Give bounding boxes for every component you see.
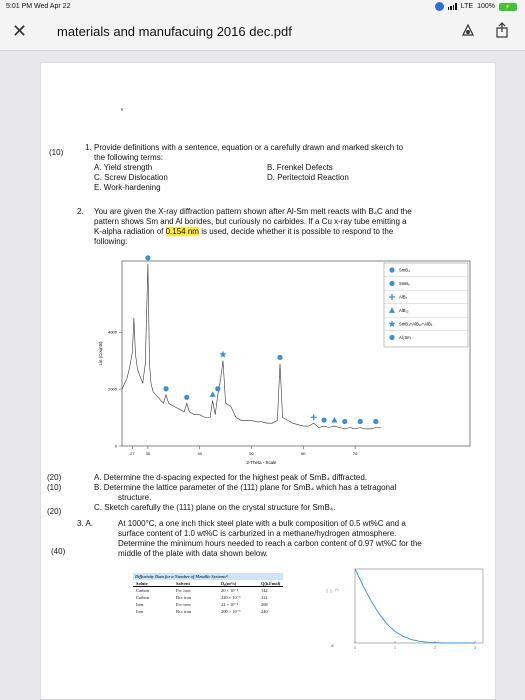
table-cell: Carbon xyxy=(136,595,149,600)
q3-marks: (40) xyxy=(51,547,66,556)
table-header-row xyxy=(133,580,283,587)
q1-line2: the following terms: xyxy=(94,153,163,162)
xrd-peak-marker xyxy=(321,417,326,422)
xrd-series-line xyxy=(122,264,381,429)
table-cell: 220 × 10⁻⁶ xyxy=(221,595,241,600)
table-cell: 22 × 10⁻⁶ xyxy=(221,602,239,607)
xrd-peak-marker xyxy=(311,414,317,420)
table-cell: D₀(m²/s) xyxy=(221,581,237,586)
legend-label: Al₂Sm xyxy=(399,335,411,341)
q2c-text: C. Sketch carefully the (111) plane on the crystal structure for SmB₄. xyxy=(94,503,336,512)
table-cell: 268 xyxy=(261,602,268,607)
erf-chart xyxy=(279,563,487,655)
table-cell: 20 × 10⁻⁶ xyxy=(221,588,239,593)
q2c-marks: (20) xyxy=(47,507,62,516)
legend-box xyxy=(384,263,468,347)
xrd-peak-marker xyxy=(219,351,226,358)
q2b-text-cont: structure. xyxy=(118,493,152,502)
table-cell: 200 × 10⁻⁶ xyxy=(221,609,241,614)
y-tick-label: 0 xyxy=(114,443,117,449)
q3-line4: middle of the plate with data shown below. xyxy=(118,549,268,558)
xrd-peak-marker xyxy=(277,355,282,360)
q1-line1: Provide definitions with a sentence, equation or a carefully drawn and marked skeıch to xyxy=(94,143,404,152)
markup-icon[interactable] xyxy=(460,22,476,38)
q1-term-b: B. Frenkel Defects xyxy=(267,163,333,172)
table-cell: Bcc iron xyxy=(176,595,191,600)
q2-line3 xyxy=(94,227,393,237)
signal-icon xyxy=(448,3,457,10)
q3-number: 3. A. xyxy=(77,519,94,528)
q1-term-d: D. Peritectoid Reaction xyxy=(267,173,349,182)
xrd-peak-marker xyxy=(210,391,216,397)
xrd-peak-marker xyxy=(342,419,347,424)
q3-line1: At 1000°C, a one inch thick steel plate with a bulk composition of 0.5 wt%C and a xyxy=(118,519,406,528)
q2b-marks: (10) xyxy=(47,483,62,492)
x-axis-label: 2-Theta - Scale xyxy=(246,460,277,465)
x-tick-label: 60 xyxy=(301,451,306,456)
erf-y-axis-label-glyphs xyxy=(327,589,339,593)
status-bar xyxy=(0,0,525,13)
legend-label: SmB₆ xyxy=(399,281,410,287)
q1-number: 1. xyxy=(85,143,92,152)
close-button[interactable]: ✕ xyxy=(12,21,28,41)
xrd-peak-marker xyxy=(184,395,189,400)
q1-marks: (10) xyxy=(49,148,64,157)
table-title: Diffusivity Data for a Number of Metallic Systems* xyxy=(133,573,283,580)
q1-term-c: C. Screw Dislocation xyxy=(94,173,168,182)
status-right xyxy=(435,2,517,11)
highlighted-wavelength: 0.154 nm xyxy=(165,227,199,236)
erf-axis-note: 𝓍 xyxy=(331,643,334,649)
table-cell: Fcc iron xyxy=(176,602,191,607)
legend-symbol xyxy=(389,281,394,286)
table-cell: Bcc iron xyxy=(176,609,191,614)
network-label: LTE xyxy=(460,3,474,10)
y-tick-label: 4000 xyxy=(108,329,117,335)
page-dot xyxy=(121,108,123,111)
q3-line2: surface content of 1.0 wt%C is carburized in a methane/hydrogen atmosphere. xyxy=(118,529,397,538)
x-tick-label: 40 xyxy=(197,451,202,456)
q1-term-a: A. Yield strength xyxy=(94,163,153,172)
xrd-peak-marker xyxy=(163,386,168,391)
location-icon xyxy=(435,2,444,11)
legend-label: AlB₂ xyxy=(399,294,408,300)
erf-x-tick-label: 3 xyxy=(473,645,477,650)
erf-x-tick-label: 2 xyxy=(433,645,437,650)
table-cell: Carbon xyxy=(136,588,149,593)
erf-curve xyxy=(355,569,475,643)
q2-line1: You are given the X-ray diffraction pattern shown after Al-Sm melt reacts with B₄C and the xyxy=(94,207,412,216)
y-axis-label: Lin (Counts) xyxy=(98,341,103,366)
xrd-peak-marker xyxy=(331,417,337,423)
table-cell: Solute xyxy=(136,581,148,586)
table-cell: 240 xyxy=(261,609,268,614)
table-cell: Iron xyxy=(136,602,144,607)
diffusivity-table xyxy=(133,573,283,633)
q2b-text: B. Determine the lattice parameter of the (111) plane for SmB₄ which has a tetragonal xyxy=(94,483,397,492)
status-time: 5:01 PM Wed Apr 22 xyxy=(6,3,71,10)
battery-percent: 100% xyxy=(477,3,495,10)
q2-line3-pre: K-alpha radiation of xyxy=(94,227,166,236)
x-tick-label: 50 xyxy=(249,451,254,456)
legend-symbol xyxy=(389,335,394,340)
q3-line3: Determine the minimum hours needed to reach a carbon content of 0.97 wt%C for the xyxy=(118,539,422,548)
legend-label: AlB₁₂ xyxy=(399,308,409,314)
x-tick-label: 27 xyxy=(130,451,135,456)
erf-x-tick-label: 0 xyxy=(353,645,357,650)
legend-label: SmB₄ xyxy=(399,267,410,273)
table-row xyxy=(133,601,283,608)
q1-term-e: E. Work-hardening xyxy=(94,183,161,192)
table-row xyxy=(133,608,283,615)
table-row xyxy=(133,587,283,594)
document-title: materials and manufacuing 2016 dec.pdf xyxy=(57,24,292,39)
legend-label: SmB₄+AlB₁₂+AlB₂ xyxy=(399,321,433,327)
xrd-peak-marker xyxy=(215,386,220,391)
table-cell: Q(kJ/mol) xyxy=(261,581,281,586)
table-row xyxy=(133,594,283,601)
q2-line2: pattern shows Sm and Al borides, but curiously no carbides. If a Cu x-ray tube emitting a xyxy=(94,217,407,226)
xrd-peak-marker xyxy=(145,255,150,260)
table-cell: 122 xyxy=(261,595,268,600)
xrd-peak-marker xyxy=(373,419,378,424)
battery-icon: ⚡ xyxy=(499,3,517,11)
q2a-text: A. Determine the d-spacing expected for the highest peak of SmB₄ diffracted. xyxy=(94,473,368,482)
x-tick-label: 70 xyxy=(352,451,358,456)
x-tick-label: 30 xyxy=(145,451,151,456)
share-icon[interactable] xyxy=(494,22,510,38)
table-cell: Iron xyxy=(136,609,144,614)
table-cell: 142 xyxy=(261,588,268,593)
q2a-marks: (20) xyxy=(47,473,62,482)
table-cell: Fcc iron xyxy=(176,588,191,593)
table-cell: Solvent xyxy=(176,581,190,586)
y-tick-label: 2000 xyxy=(108,386,117,392)
legend-symbol xyxy=(389,267,394,272)
erf-x-tick-label: 1 xyxy=(393,645,397,650)
q2-number: 2. xyxy=(77,207,84,216)
document-toolbar xyxy=(0,13,525,51)
pdf-page[interactable] xyxy=(40,62,496,700)
xrd-chart xyxy=(86,253,476,468)
xrd-peak-marker xyxy=(358,419,363,424)
q2-line3-post: is used, decide whether it is possible to respond to the xyxy=(198,227,394,236)
q2-line4: following: xyxy=(94,237,128,246)
